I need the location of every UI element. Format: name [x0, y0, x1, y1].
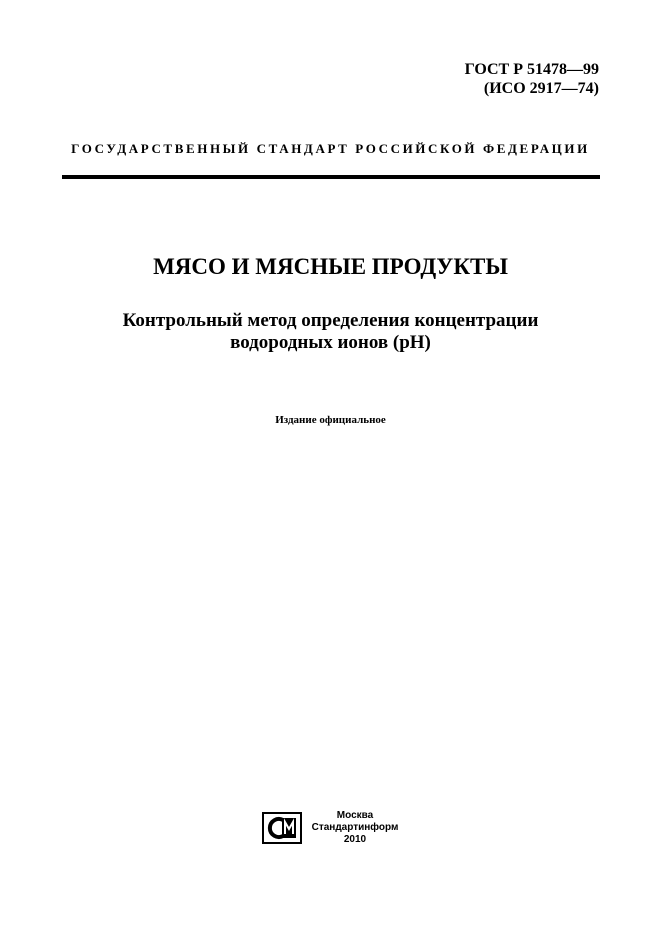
- standartinform-logo-icon: [262, 812, 302, 844]
- document-code: [465, 60, 599, 98]
- publisher-city: Москва: [336, 810, 374, 821]
- page-subtitle: [0, 310, 661, 354]
- gost-code: ГОСТ Р 51478—99: [464, 61, 599, 78]
- state-standard-heading: ГОСУДАРСТВЕННЫЙ СТАНДАРТ РОССИЙСКОЙ ФЕДЕРАЦИИ: [71, 141, 590, 156]
- publisher-info: [310, 810, 400, 846]
- subtitle-line-1: Контрольный метод определения концентрации: [122, 310, 539, 331]
- edition-label: Издание официальное: [275, 414, 386, 426]
- iso-code: (ИСО 2917—74): [483, 80, 599, 97]
- publisher-name: Стандартинформ: [311, 822, 399, 833]
- publisher-year: 2010: [343, 834, 367, 845]
- header-divider: [62, 175, 600, 179]
- subtitle-line-2: водородных ионов (pH): [230, 332, 431, 353]
- page-title: МЯСО И МЯСНЫЕ ПРОДУКТЫ: [153, 254, 508, 279]
